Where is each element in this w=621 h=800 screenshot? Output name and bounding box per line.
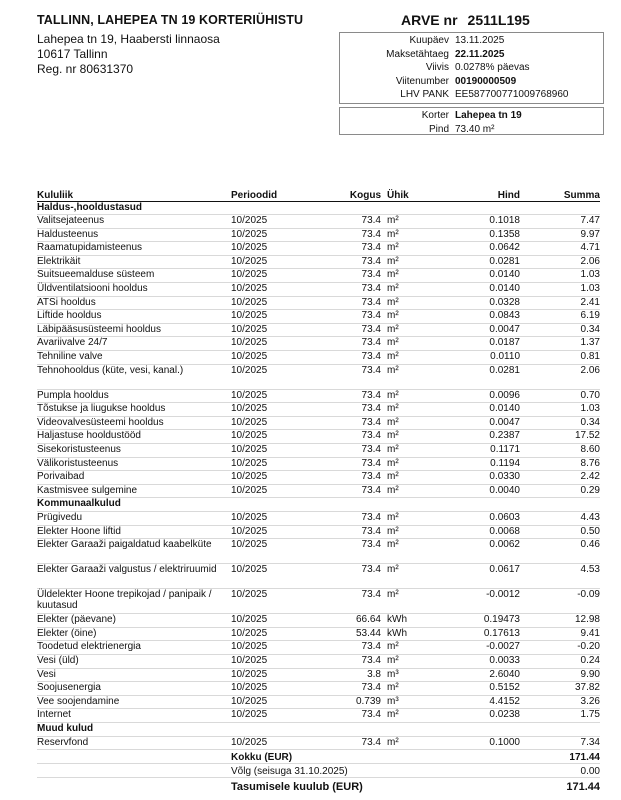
registry-number: Reg. nr 80631370 xyxy=(37,62,134,76)
table-header-row xyxy=(37,187,600,201)
table-row xyxy=(37,471,600,485)
table-row xyxy=(37,364,600,389)
price: 0.0047 xyxy=(453,416,520,430)
sum: 2.41 xyxy=(520,296,600,310)
item-name: Läbipääsusüsteemi hooldus xyxy=(37,323,231,337)
price: 0.0033 xyxy=(453,654,520,668)
item-name: Raamatupidamisteenus xyxy=(37,242,231,256)
item-name: Videovalvesüsteemi hooldus xyxy=(37,416,231,430)
period: 10/2025 xyxy=(231,457,326,471)
table-row xyxy=(37,389,600,403)
quantity: 73.4 xyxy=(326,471,387,485)
price: 0.0047 xyxy=(453,323,520,337)
unit: m² xyxy=(387,351,453,365)
period: 10/2025 xyxy=(231,614,326,628)
total-row xyxy=(37,751,600,764)
item-name: ATSi hooldus xyxy=(37,296,231,310)
period: 10/2025 xyxy=(231,323,326,337)
sum: 7.47 xyxy=(520,215,600,229)
invoice-details-box xyxy=(339,32,604,104)
col-header-period: Perioodid xyxy=(231,187,326,201)
association-name: TALLINN, LAHEPEA TN 19 KORTERIÜHISTU xyxy=(37,13,304,27)
period: 10/2025 xyxy=(231,525,326,539)
period: 10/2025 xyxy=(231,242,326,256)
sum: 2.42 xyxy=(520,471,600,485)
table-row xyxy=(37,668,600,682)
unit: m² xyxy=(387,283,453,297)
unit: m² xyxy=(387,641,453,655)
price: 0.0603 xyxy=(453,511,520,525)
item-name: Haljastuse hooldustööd xyxy=(37,430,231,444)
item-name: Elektrikäit xyxy=(37,255,231,269)
price: 0.2387 xyxy=(453,430,520,444)
quantity: 73.4 xyxy=(326,323,387,337)
unit: m² xyxy=(387,539,453,564)
item-name: Prügivedu xyxy=(37,511,231,525)
sum: 0.70 xyxy=(520,389,600,403)
sum: 2.06 xyxy=(520,364,600,389)
period: 10/2025 xyxy=(231,736,326,750)
detail-label: LHV PANK xyxy=(400,89,449,101)
quantity: 73.4 xyxy=(326,457,387,471)
quantity: 73.4 xyxy=(326,296,387,310)
item-name: Internet xyxy=(37,709,231,723)
period: 10/2025 xyxy=(231,668,326,682)
unit: m² xyxy=(387,525,453,539)
table-row xyxy=(37,654,600,668)
unit: m² xyxy=(387,269,453,283)
table-row xyxy=(37,242,600,256)
table-row xyxy=(37,296,600,310)
period: 10/2025 xyxy=(231,627,326,641)
quantity: 73.4 xyxy=(326,736,387,750)
period: 10/2025 xyxy=(231,709,326,723)
sum: 0.81 xyxy=(520,351,600,365)
table-row xyxy=(37,641,600,655)
items-table xyxy=(37,187,600,750)
price: 2.6040 xyxy=(453,668,520,682)
item-name: Elekter (päevane) xyxy=(37,614,231,628)
price: 0.0642 xyxy=(453,242,520,256)
unit: m² xyxy=(387,564,453,589)
invoice-number: 2511L195 xyxy=(467,12,530,28)
table-row xyxy=(37,511,600,525)
sum: 6.19 xyxy=(520,310,600,324)
unit: m² xyxy=(387,484,453,498)
quantity: 73.4 xyxy=(326,255,387,269)
item-name: Elekter Garaaži valgustus / elektriruumid xyxy=(37,564,231,589)
unit: m² xyxy=(387,589,453,614)
table-row xyxy=(37,457,600,471)
association-address xyxy=(37,32,220,77)
sum: 0.34 xyxy=(520,323,600,337)
col-header-unit: Ühik xyxy=(387,187,453,201)
apartment-box xyxy=(339,107,604,135)
unit: m³ xyxy=(387,668,453,682)
detail-value: 22.11.2025 xyxy=(455,48,505,60)
table-row xyxy=(37,323,600,337)
table-row xyxy=(37,682,600,696)
unit: m² xyxy=(387,511,453,525)
table-row xyxy=(37,416,600,430)
period: 10/2025 xyxy=(231,269,326,283)
total-value: 171.44 xyxy=(569,752,600,763)
sum: 1.75 xyxy=(520,709,600,723)
table-row xyxy=(37,709,600,723)
sum: 17.52 xyxy=(520,430,600,444)
quantity: 0.739 xyxy=(326,695,387,709)
section-title: Kommunaalkulud xyxy=(37,498,600,512)
quantity: 73.4 xyxy=(326,589,387,614)
detail-value: 13.11.2025 xyxy=(455,35,505,46)
item-name: Vesi xyxy=(37,668,231,682)
item-name: Porivaibad xyxy=(37,471,231,485)
quantity: 3.8 xyxy=(326,668,387,682)
quantity: 73.4 xyxy=(326,416,387,430)
quantity: 66.64 xyxy=(326,614,387,628)
section-header-row xyxy=(37,498,600,512)
quantity: 73.4 xyxy=(326,310,387,324)
item-name: Sisekoristusteenus xyxy=(37,444,231,458)
table-row xyxy=(37,255,600,269)
unit: m³ xyxy=(387,695,453,709)
table-row xyxy=(37,351,600,365)
price: 0.1171 xyxy=(453,444,520,458)
unit: m² xyxy=(387,457,453,471)
price: 0.0328 xyxy=(453,296,520,310)
unit: m² xyxy=(387,310,453,324)
period: 10/2025 xyxy=(231,539,326,564)
period: 10/2025 xyxy=(231,364,326,389)
item-name: Välikoristusteenus xyxy=(37,457,231,471)
section-header-row xyxy=(37,201,600,215)
sum: 1.03 xyxy=(520,269,600,283)
price: 0.0068 xyxy=(453,525,520,539)
price: 0.0096 xyxy=(453,389,520,403)
unit: m² xyxy=(387,736,453,750)
period: 10/2025 xyxy=(231,430,326,444)
item-name: Soojusenergia xyxy=(37,682,231,696)
item-name: Valitsejateenus xyxy=(37,215,231,229)
quantity: 73.4 xyxy=(326,525,387,539)
table-row xyxy=(37,589,600,614)
sum: 9.41 xyxy=(520,627,600,641)
detail-row xyxy=(340,88,603,102)
period: 10/2025 xyxy=(231,389,326,403)
quantity: 73.4 xyxy=(326,430,387,444)
price: 0.0140 xyxy=(453,283,520,297)
table-row xyxy=(37,228,600,242)
table-row xyxy=(37,430,600,444)
period: 10/2025 xyxy=(231,682,326,696)
sum: 4.71 xyxy=(520,242,600,256)
debt-value: 0.00 xyxy=(580,766,600,777)
unit: m² xyxy=(387,255,453,269)
period: 10/2025 xyxy=(231,511,326,525)
sum: 0.46 xyxy=(520,539,600,564)
quantity: 73.4 xyxy=(326,228,387,242)
sum: 37.82 xyxy=(520,682,600,696)
period: 10/2025 xyxy=(231,564,326,589)
debt-row xyxy=(37,765,600,778)
apartment-value: Lahepea tn 19 xyxy=(455,110,522,121)
quantity: 73.4 xyxy=(326,269,387,283)
detail-row xyxy=(340,34,603,48)
item-name: Vesi (üld) xyxy=(37,654,231,668)
item-name: Elekter Hoone liftid xyxy=(37,525,231,539)
address-line-1: Lahepea tn 19, Haabersti linnaosa xyxy=(37,32,220,46)
price: 0.0062 xyxy=(453,539,520,564)
detail-label: Viivis xyxy=(425,62,449,74)
table-row xyxy=(37,283,600,297)
item-name: Vee soojendamine xyxy=(37,695,231,709)
price: 0.0330 xyxy=(453,471,520,485)
unit: m² xyxy=(387,444,453,458)
item-name: Elekter Garaaži paigaldatud kaabelküte xyxy=(37,539,231,564)
price: -0.0012 xyxy=(453,589,520,614)
item-name: Pumpla hooldus xyxy=(37,389,231,403)
unit: m² xyxy=(387,709,453,723)
period: 10/2025 xyxy=(231,283,326,297)
col-header-sum: Summa xyxy=(520,187,600,201)
price: 0.0617 xyxy=(453,564,520,589)
sum: 1.03 xyxy=(520,403,600,417)
invoice-title xyxy=(401,12,530,28)
apartment-value: 73.40 m² xyxy=(455,123,495,135)
sum: 9.90 xyxy=(520,668,600,682)
period: 10/2025 xyxy=(231,641,326,655)
sum: -0.20 xyxy=(520,641,600,655)
apartment-row xyxy=(340,109,603,123)
table-row xyxy=(37,403,600,417)
sum: 9.97 xyxy=(520,228,600,242)
table-row xyxy=(37,269,600,283)
period: 10/2025 xyxy=(231,444,326,458)
quantity: 73.4 xyxy=(326,641,387,655)
unit: m² xyxy=(387,430,453,444)
total-label: Kokku (EUR) xyxy=(231,752,293,763)
table-row xyxy=(37,484,600,498)
unit: m² xyxy=(387,403,453,417)
detail-row xyxy=(340,75,603,89)
unit: m² xyxy=(387,323,453,337)
unit: m² xyxy=(387,389,453,403)
apartment-label: Pind xyxy=(428,123,449,135)
period: 10/2025 xyxy=(231,215,326,229)
apartment-label: Korter xyxy=(421,110,449,121)
period: 10/2025 xyxy=(231,589,326,614)
table-row xyxy=(37,525,600,539)
unit: m² xyxy=(387,364,453,389)
detail-value: 00190000509 xyxy=(455,75,517,87)
quantity: 73.4 xyxy=(326,403,387,417)
section-title: Haldus-,hooldustasud xyxy=(37,201,600,215)
quantity: 73.4 xyxy=(326,682,387,696)
price: 0.0187 xyxy=(453,337,520,351)
sum: 2.06 xyxy=(520,255,600,269)
quantity: 73.4 xyxy=(326,283,387,297)
price: 0.19473 xyxy=(453,614,520,628)
sum: -0.09 xyxy=(520,589,600,614)
item-name: Reservfond xyxy=(37,736,231,750)
payable-label: Tasumisele kuulub (EUR) xyxy=(231,781,363,793)
table-row xyxy=(37,337,600,351)
col-header-quantity: Kogus xyxy=(326,187,387,201)
price: 4.4152 xyxy=(453,695,520,709)
table-row xyxy=(37,310,600,324)
price: 0.17613 xyxy=(453,627,520,641)
unit: m² xyxy=(387,654,453,668)
table-row xyxy=(37,614,600,628)
quantity: 53.44 xyxy=(326,627,387,641)
item-name: Tehniline valve xyxy=(37,351,231,365)
period: 10/2025 xyxy=(231,296,326,310)
table-row xyxy=(37,627,600,641)
sum: 4.53 xyxy=(520,564,600,589)
sum: 8.60 xyxy=(520,444,600,458)
quantity: 73.4 xyxy=(326,242,387,256)
price: 0.0040 xyxy=(453,484,520,498)
price: 0.1194 xyxy=(453,457,520,471)
detail-label: Maksetähtaeg xyxy=(386,48,449,60)
unit: m² xyxy=(387,215,453,229)
quantity: 73.4 xyxy=(326,444,387,458)
invoice-label: ARVE nr xyxy=(401,12,458,28)
sum: 0.50 xyxy=(520,525,600,539)
price: 0.0140 xyxy=(453,403,520,417)
price: 0.0281 xyxy=(453,364,520,389)
unit: m² xyxy=(387,682,453,696)
sum: 4.43 xyxy=(520,511,600,525)
quantity: 73.4 xyxy=(326,654,387,668)
unit: m² xyxy=(387,337,453,351)
quantity: 73.4 xyxy=(326,709,387,723)
table-row xyxy=(37,736,600,750)
detail-row xyxy=(340,48,603,62)
period: 10/2025 xyxy=(231,351,326,365)
price: 0.0843 xyxy=(453,310,520,324)
sum: 0.29 xyxy=(520,484,600,498)
unit: m² xyxy=(387,416,453,430)
period: 10/2025 xyxy=(231,654,326,668)
quantity: 73.4 xyxy=(326,337,387,351)
price: 0.1000 xyxy=(453,736,520,750)
sum: 0.34 xyxy=(520,416,600,430)
table-row xyxy=(37,564,600,589)
price: 0.0238 xyxy=(453,709,520,723)
detail-label: Kuupäev xyxy=(409,35,449,46)
quantity: 73.4 xyxy=(326,351,387,365)
detail-row xyxy=(340,61,603,75)
period: 10/2025 xyxy=(231,228,326,242)
period: 10/2025 xyxy=(231,416,326,430)
period: 10/2025 xyxy=(231,255,326,269)
price: 0.0110 xyxy=(453,351,520,365)
detail-label: Viitenumber xyxy=(395,75,449,87)
item-name: Toodetud elektrienergia xyxy=(37,641,231,655)
item-name: Suitsueemalduse süsteem xyxy=(37,269,231,283)
apartment-row xyxy=(340,123,603,137)
sum: 1.03 xyxy=(520,283,600,297)
item-name: Tehnohooldus (küte, vesi, kanal.) xyxy=(37,364,231,389)
col-header-price: Hind xyxy=(453,187,520,201)
unit: m² xyxy=(387,228,453,242)
unit: m² xyxy=(387,242,453,256)
period: 10/2025 xyxy=(231,403,326,417)
quantity: 73.4 xyxy=(326,511,387,525)
table-row xyxy=(37,444,600,458)
item-name: Avariivalve 24/7 xyxy=(37,337,231,351)
table-row xyxy=(37,215,600,229)
sum: 8.76 xyxy=(520,457,600,471)
item-name: Elekter (öine) xyxy=(37,627,231,641)
detail-value: 0.0278% päevas xyxy=(455,62,530,74)
sum: 0.24 xyxy=(520,654,600,668)
table-row xyxy=(37,695,600,709)
price: 0.5152 xyxy=(453,682,520,696)
debt-label: Võlg (seisuga 31.10.2025) xyxy=(231,766,348,777)
item-name: Üldelekter Hoone trepikojad / panipaik / kuutasud xyxy=(37,589,231,614)
payable-value: 171.44 xyxy=(566,781,600,793)
address-line-2: 10617 Tallinn xyxy=(37,47,108,61)
unit: m² xyxy=(387,471,453,485)
period: 10/2025 xyxy=(231,310,326,324)
detail-value: EE587700771009768960 xyxy=(455,89,569,101)
price: 0.0140 xyxy=(453,269,520,283)
unit: m² xyxy=(387,296,453,310)
item-name: Tõstukse ja liugukse hooldus xyxy=(37,403,231,417)
quantity: 73.4 xyxy=(326,564,387,589)
quantity: 73.4 xyxy=(326,539,387,564)
price: 0.1358 xyxy=(453,228,520,242)
sum: 3.26 xyxy=(520,695,600,709)
price: 0.1018 xyxy=(453,215,520,229)
payable-row xyxy=(37,780,600,793)
period: 10/2025 xyxy=(231,337,326,351)
item-name: Liftide hooldus xyxy=(37,310,231,324)
quantity: 73.4 xyxy=(326,484,387,498)
table-row xyxy=(37,539,600,564)
col-header-item: Kululiik xyxy=(37,187,231,201)
quantity: 73.4 xyxy=(326,215,387,229)
period: 10/2025 xyxy=(231,484,326,498)
section-header-row xyxy=(37,722,600,736)
item-name: Haldusteenus xyxy=(37,228,231,242)
unit: kWh xyxy=(387,614,453,628)
price: 0.0281 xyxy=(453,255,520,269)
section-title: Muud kulud xyxy=(37,722,600,736)
sum: 12.98 xyxy=(520,614,600,628)
sum: 7.34 xyxy=(520,736,600,750)
price: -0.0027 xyxy=(453,641,520,655)
period: 10/2025 xyxy=(231,471,326,485)
item-name: Üldventilatsiooni hooldus xyxy=(37,283,231,297)
unit: kWh xyxy=(387,627,453,641)
quantity: 73.4 xyxy=(326,364,387,389)
quantity: 73.4 xyxy=(326,389,387,403)
period: 10/2025 xyxy=(231,695,326,709)
sum: 1.37 xyxy=(520,337,600,351)
item-name: Kastmisvee sulgemine xyxy=(37,484,231,498)
